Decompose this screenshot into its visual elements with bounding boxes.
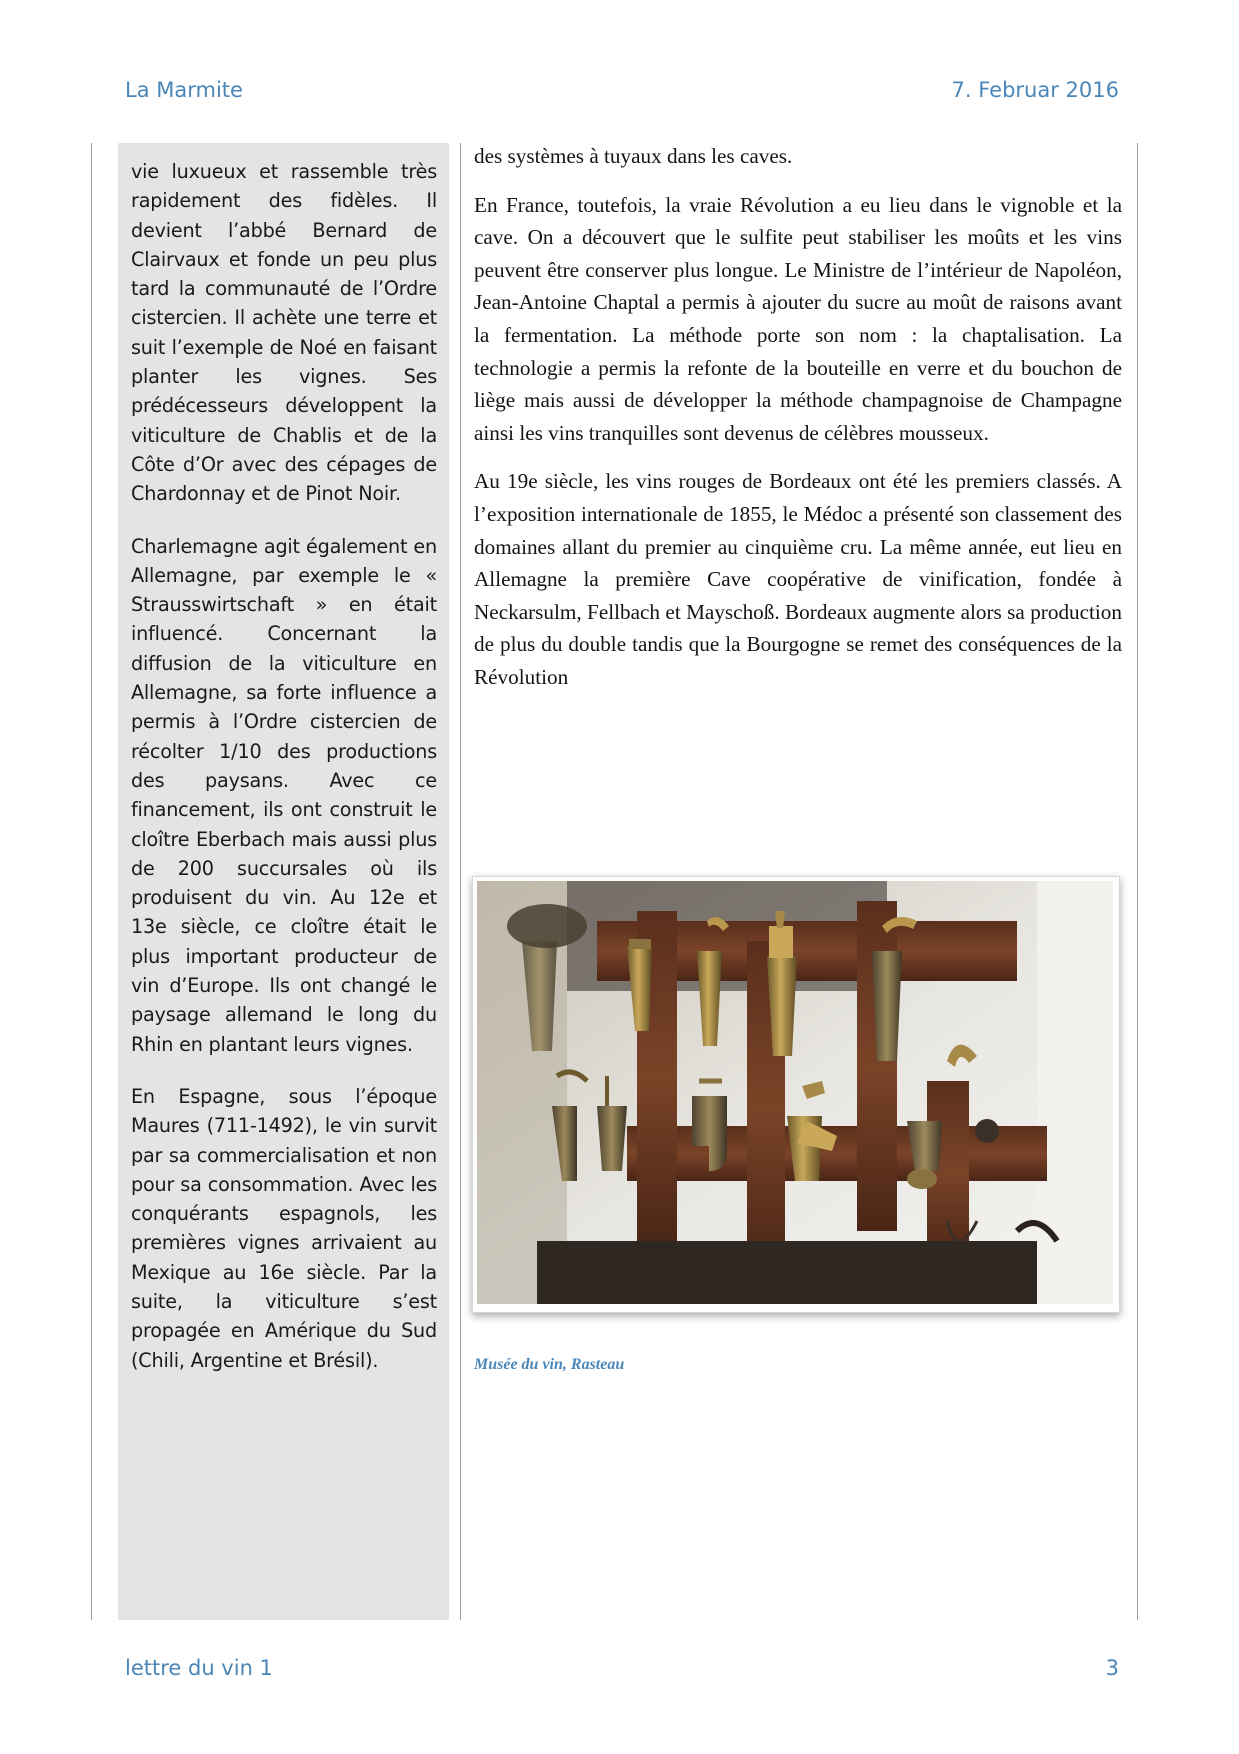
sidebar-paragraph: Charlemagne agit également en Allemagne, par exemple le « Strausswirtschaft » en était influencé. Concernant la diffusion de la viticulture en Allemagne, sa forte influence a permis à l’Ordre cistercien de récolter 1/10 des productions des paysans. Avec ce financement, ils ont construit le cloître Eberbach mais aussi plus de 200 succursales où ils produisent du vin. Au 12e et 13e siècle, ce cloître était le plus important producteur de vin d’Europe. Ils ont changé le paysage allemand le long du Rhin en plantant leurs vignes. <box>131 534 437 1056</box>
sidebar-column <box>118 143 449 1620</box>
left-column-divider <box>91 143 92 1620</box>
main-column <box>474 140 1122 710</box>
main-paragraph: Au 19e siècle, les vins rouges de Bordeaux ont été les premiers classés. A l’exposition internationale de 1855, le Médoc a présenté son classement des domaines allant du premier au cinquième cru. La même année, eut lieu en Allemagne la première Cave coopérative de vinification, fondée à Neckarsulm, Fellbach et Mayschoß. Bordeaux augmente alors sa production de plus du double tandis que la Bourgogne se remet des conséquences de la Révolution <box>474 469 1122 689</box>
footer-title: lettre du vin 1 <box>125 1656 273 1680</box>
page-number: 3 <box>1105 1656 1119 1680</box>
wine-taps-photo <box>477 881 1113 1304</box>
middle-column-divider <box>460 143 461 1620</box>
sidebar-paragraph: vie luxueux et rassemble très rapidement des fidèles. Il devient l’abbé Bernard de Clairvaux et fonde un peu plus tard la communauté de l’Ordre cistercien. Il achète une terre et suit l’exemple de Noé en faisant planter les vignes. Ses prédécesseurs développent la viticulture de Chablis et de la Côte d’Or avec des cépages de Chardonnay et de Pinot Noir. <box>131 160 437 506</box>
sidebar-paragraph: En Espagne, sous l’époque Maures (711-1492), le vin survit par sa commercialisation et non pour sa consommation. Avec les conquérants espagnols, les premières vignes arrivaient au Mexique au 16e siècle. Par la suite, la viticulture s’est propagée en Amérique du Sud (Chili, Argentine et Brésil). <box>131 1084 437 1372</box>
photo-caption: Musée du vin, Rasteau <box>474 1356 625 1373</box>
header-date: 7. Februar 2016 <box>951 78 1119 102</box>
right-column-divider <box>1137 143 1138 1620</box>
photo-frame <box>472 876 1120 1313</box>
main-paragraph: des systèmes à tuyaux dans les caves. <box>474 144 793 168</box>
main-paragraph: En France, toutefois, la vraie Révolution a eu lieu dans le vignoble et la cave. On a découvert que le sulfite peut stabiliser les moûts et les vins peuvent être conserver plus longue. Le Ministre de l’intérieur de Napoléon, Jean-Antoine Chaptal a permis à ajouter du sucre au moût de raisons avant la fermentation. La méthode porte son nom : la chaptalisation. La technologie a permis la refonte de la bouteille en verre et du bouchon de liège mais aussi de développer la méthode champagnoise de Champagne ainsi les vins tranquilles sont devenus de célèbres mousseux. <box>474 192 1122 445</box>
header-title: La Marmite <box>125 78 243 102</box>
